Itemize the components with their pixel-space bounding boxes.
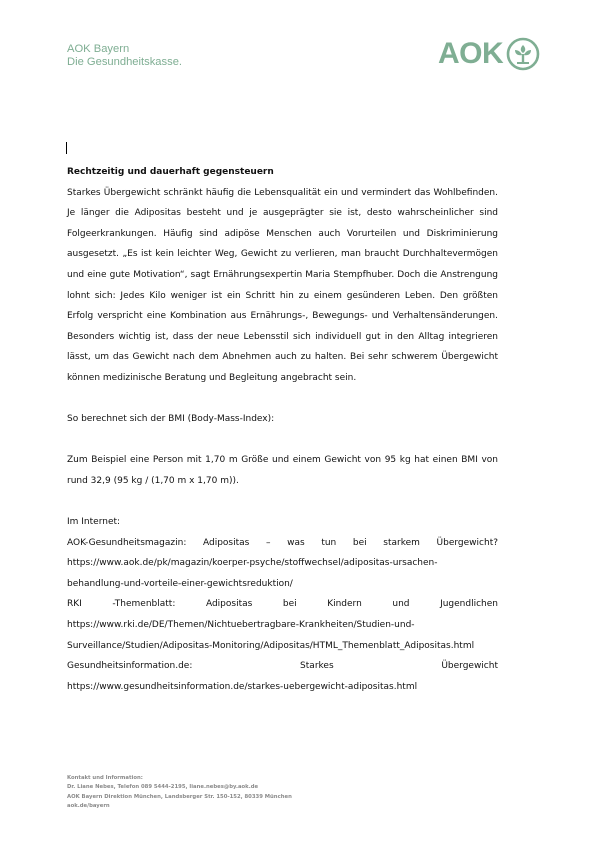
section-heading: Rechtzeitig und dauerhaft gegensteuern: [67, 167, 274, 177]
link-title: RKI -Themenblatt: Adipositas bei Kindern und Jugendlichen: [67, 599, 498, 610]
org-slogan: Die Gesundheitskasse.: [67, 56, 183, 68]
bmi-intro: So berechnet sich der BMI (Body-Mass-Index):: [67, 414, 275, 425]
text-cursor: [66, 142, 67, 154]
contact-footer: [67, 774, 292, 812]
bmi-example: Zum Beispiel eine Person mit 1,70 m Größe und einem Gewicht von 95 kg hat einen BMI von rund 32,9 (95 kg / (1,70 m x 1,70 m)).: [67, 455, 498, 486]
internet-heading: Im Internet:: [67, 517, 121, 528]
footer-address: AOK Bayern Direktion München, Landsberger Str. 150-152, 80339 München: [67, 793, 292, 800]
footer-website: aok.de/bayern: [67, 803, 110, 810]
footer-contact-person: Dr. Liane Nebes, Telefon 089 5444-2195, liane.nebes@by.aok.de: [67, 784, 259, 791]
aok-logo: [438, 36, 540, 72]
link-url-continued[interactable]: Surveillance/Studien/Adipositas-Monitoring/Adipositas/HTML_Themenblatt_Adipositas.html: [67, 640, 475, 651]
blank-line: [67, 430, 498, 451]
blank-line: [67, 492, 498, 513]
link-title: Gesundheitsinformation.de: Starkes Übergewicht: [67, 661, 498, 672]
document-body: [67, 162, 498, 697]
link-url-continued[interactable]: behandlung-und-vorteile-einer-gewichtsreduktion/: [67, 578, 293, 589]
blank-line: [67, 389, 498, 410]
link-url[interactable]: https://www.aok.de/pk/magazin/koerper-psyche/stoffwechsel/adipositas-ursachen-: [67, 558, 438, 569]
org-name-line1: AOK Bayern: [67, 43, 130, 55]
link-url[interactable]: https://www.rki.de/DE/Themen/Nichtuebertragbare-Krankheiten/Studien-und-: [67, 620, 415, 631]
link-title: AOK-Gesundheitsmagazin: Adipositas – was tun bei starkem Übergewicht?: [67, 537, 498, 548]
footer-heading: Kontakt und Information:: [67, 775, 143, 781]
link-url[interactable]: https://www.gesundheitsinformation.de/starkes-uebergewicht-adipositas.html: [67, 681, 418, 692]
main-paragraph: Starkes Übergewicht schränkt häufig die Lebensqualität ein und vermindert das Wohlbefinden. Je länger die Adipositas besteht und je ausgeprägter sie ist, desto wahrscheinlicher sind Folgeerkrankungen. Häufig sind adipöse Menschen auch Vorurteilen und Diskriminierung ausgesetzt. „Es ist kein leichter Weg, Gewicht zu verlieren, man braucht Durchhaltevermögen und eine gute Motivation“, sagt Ernährungsexpertin Maria Stempfhuber. Doch die Anstrengung lohnt sich: Jedes Kilo weniger ist ein Schritt hin zu einem gesünderen Leben. Den größten Erfolg verspricht eine Kombination aus Ernährungs-, Bewegungs- und Verhaltensänderungen. Besonders wichtig ist, dass der neue Lebensstil sich individuell gut in den Alltag integrieren lässt, um das Gewicht nach dem Abnehmen auch zu halten. Bei sehr schwerem Übergewicht können medizinische Beratung und Begleitung angebracht sein.: [67, 187, 498, 383]
tree-emblem-icon: [506, 37, 540, 71]
logo-text: AOK: [438, 37, 504, 70]
org-name: [67, 43, 182, 69]
